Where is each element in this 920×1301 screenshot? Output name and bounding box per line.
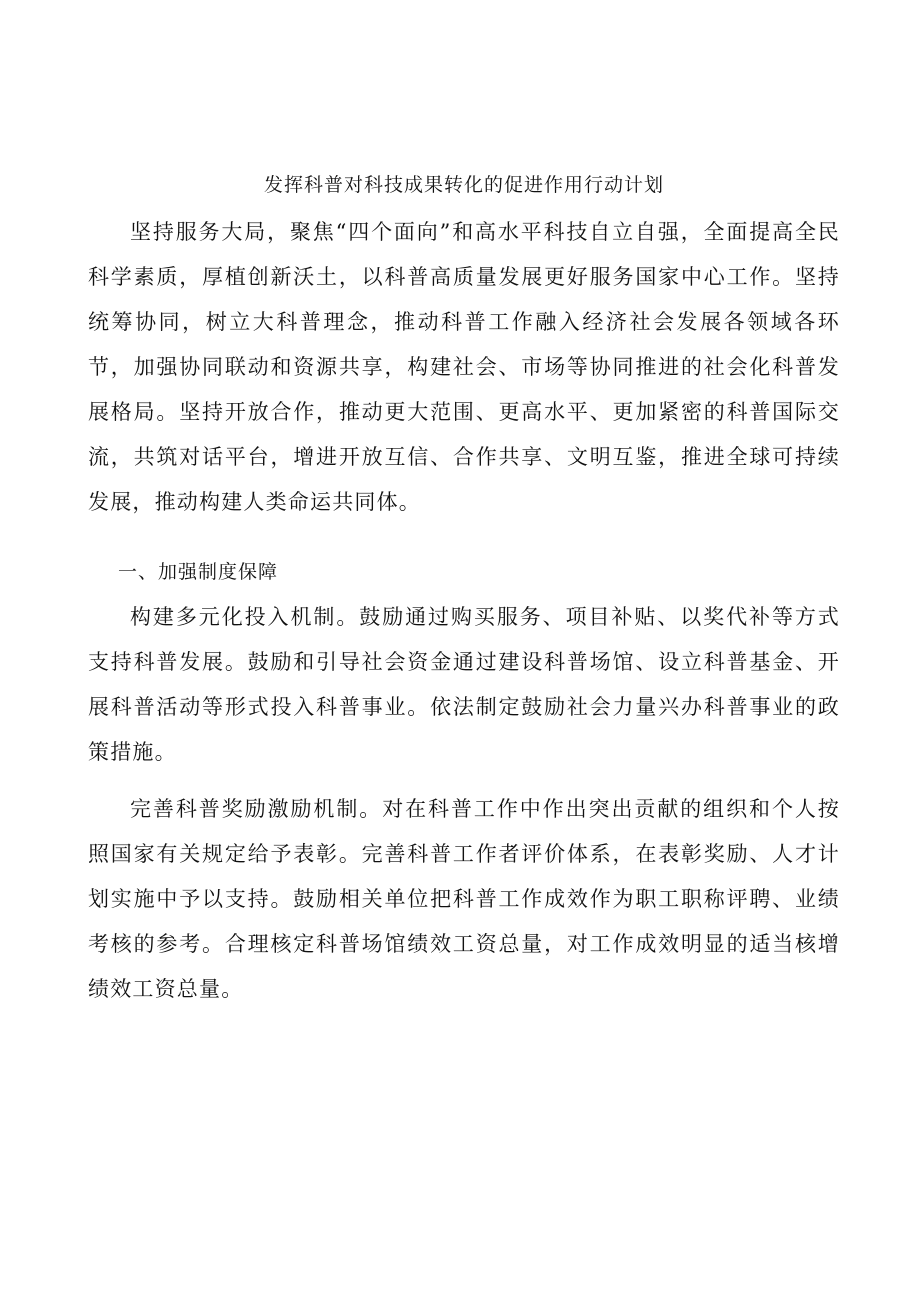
intro-paragraph: 坚持服务大局，聚焦“四个面向”和高水平科技自立自强，全面提高全民科学素质，厚植创新沃土，以科普高质量发展更好服务国家中心工作。坚持统筹协同，树立大科普理念，推动科普工作融入经济社会发展各领域各环节，加强协同联动和资源共享，构建社会、市场等协同推进的社会化科普发展格局。坚持开放合作，推动更大范围、更高水平、更加紧密的科普国际交流，共筑对话平台，增进开放互信、合作共享、文明互鉴，推进全球可持续发展，推动构建人类命运共同体。	[88, 220, 840, 514]
paragraph-gap	[88, 775, 840, 787]
section-paragraph-investment: 构建多元化投入机制。鼓励通过购买服务、项目补贴、以奖代补等方式支持科普发展。鼓励和引导社会资金通过建设科普场馆、设立科普基金、开展科普活动等形式投入科普事业。依法制定鼓励社会力量兴办科普事业的政策措施。	[88, 605, 840, 764]
document-title: 发挥科普对科技成果转化的促进作用行动计划	[263, 174, 664, 196]
section-paragraph-rewards: 完善科普奖励激励机制。对在科普工作中作出突出贡献的组织和个人按照国家有关规定给予表彰。完善科普工作者评价体系，在表彰奖励、人才计划实施中予以支持。鼓励相关单位把科普工作成效作为职工职称评聘、业绩考核的参考。合理核定科普场馆绩效工资总量，对工作成效明显的适当核增绩效工资总量。	[88, 797, 840, 1001]
section-heading: 一、加强制度保障	[118, 561, 279, 583]
document-page	[88, 170, 840, 1012]
